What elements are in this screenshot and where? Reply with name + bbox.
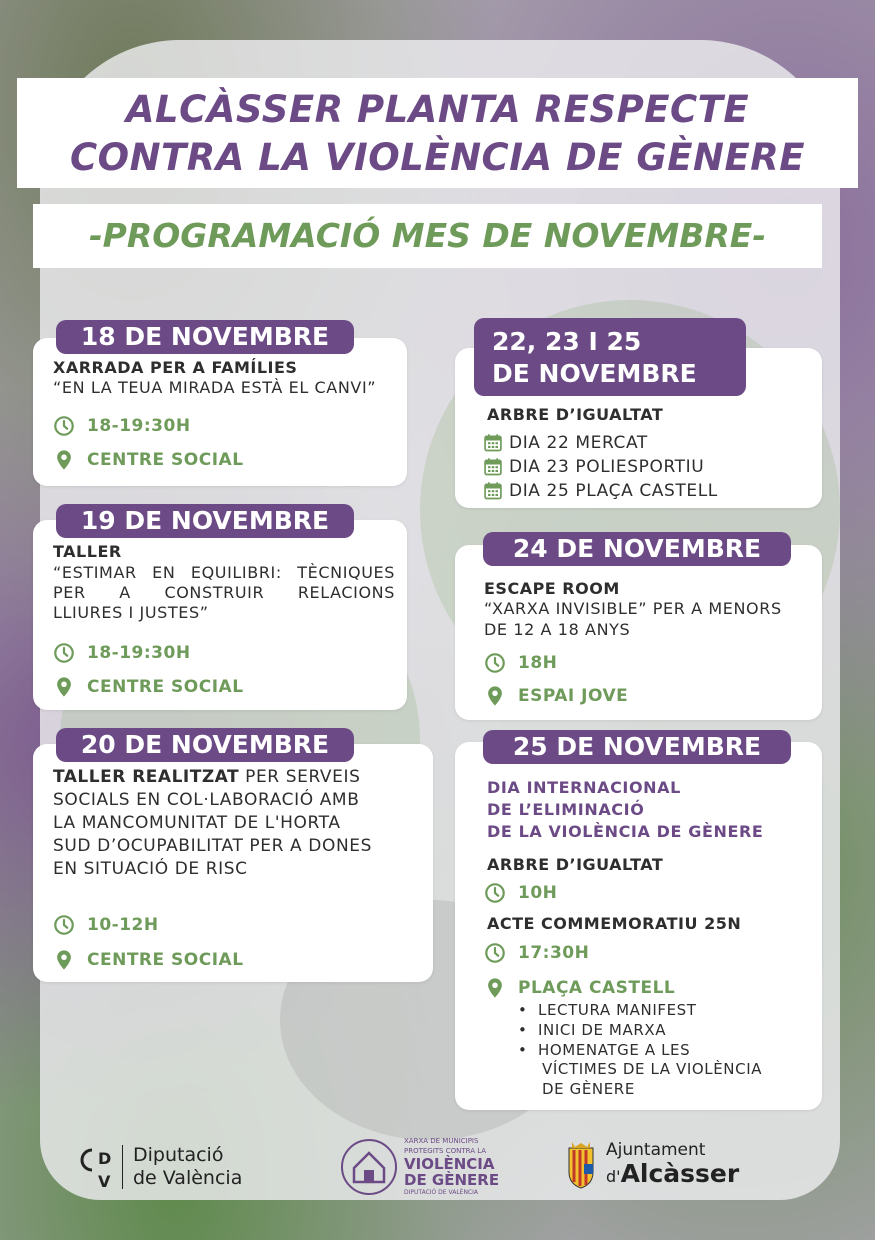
date-badge-22-line-2: DE NOVEMBRE xyxy=(492,359,697,388)
svg-text:D: D xyxy=(98,1149,112,1168)
event-time-19: 18-19:30H xyxy=(87,643,191,663)
event-desc-24-line-2: DE 12 A 18 ANYS xyxy=(484,620,631,639)
clock-icon xyxy=(53,642,75,664)
time-row-24 xyxy=(484,652,557,674)
event-desc-19-line-1: “ESTIMAR EN EQUILIBRI: TÈCNIQUES xyxy=(53,563,395,582)
list-item: • INICI DE MARXA xyxy=(514,1020,697,1040)
event-desc-20-line-4: SUD D’OCUPABILITAT PER A DONES xyxy=(53,836,372,856)
time-row-19 xyxy=(53,642,191,664)
event-heading-18: XARRADA PER A FAMÍLIES xyxy=(53,358,298,377)
time-row-18 xyxy=(53,415,191,437)
coat-of-arms-icon xyxy=(566,1142,596,1190)
day-row-22 xyxy=(483,433,648,453)
diputacio-line-2: de València xyxy=(133,1167,243,1189)
map-pin-icon xyxy=(53,676,75,698)
event-heading-25-tree: ARBRE D’IGUALTAT xyxy=(487,855,664,874)
event-purple-line-2: DE L’ELIMINACIÓ xyxy=(487,800,645,819)
event-place-19: CENTRE SOCIAL xyxy=(87,677,244,697)
date-badge-22-line-1: 22, 23 I 25 xyxy=(492,327,642,356)
diputacio-line-1: Diputació xyxy=(133,1144,224,1166)
event-place-24: ESPAI JOVE xyxy=(518,686,629,706)
map-pin-icon xyxy=(484,977,506,999)
svg-text:V: V xyxy=(98,1172,111,1191)
list-item: • HOMENATGE A LES xyxy=(514,1040,697,1060)
title-line-2: CONTRA LA VIOLÈNCIA DE GÈNERE xyxy=(69,136,806,179)
event-desc-20-line-5: EN SITUACIÓ DE RISC xyxy=(53,859,248,879)
diputacio-logo xyxy=(78,1142,242,1192)
calendar-icon xyxy=(483,433,503,453)
event-place-18: CENTRE SOCIAL xyxy=(87,450,244,470)
xarxa-logo xyxy=(340,1136,499,1198)
house-shield-icon xyxy=(340,1138,398,1196)
event-desc-20-line-1-rest: PER SERVEIS xyxy=(239,767,361,787)
event-place-25: PLAÇA CASTELL xyxy=(518,978,676,998)
event-time-25-b: 17:30H xyxy=(518,943,590,963)
event-purple-line-1: DIA INTERNACIONAL xyxy=(487,778,681,797)
date-badge-18: 18 DE NOVEMBRE xyxy=(56,320,354,354)
event-heading-22: ARBRE D’IGUALTAT xyxy=(487,405,664,424)
event-desc-19-line-2: PER A CONSTRUIR RELACIONS xyxy=(53,583,395,602)
map-pin-icon xyxy=(53,449,75,471)
xarxa-line-1: XARXA DE MUNICIPIS xyxy=(404,1137,479,1145)
clock-icon xyxy=(484,942,506,964)
day-item-23: DIA 23 POLIESPORTIU xyxy=(509,457,705,477)
event-time-25-a: 10H xyxy=(518,883,558,903)
time-row-25-b xyxy=(484,942,589,964)
place-row-19 xyxy=(53,676,244,698)
list-item: • LECTURA MANIFEST xyxy=(514,1000,697,1020)
diputacio-emblem-icon xyxy=(78,1142,118,1192)
event-time-20: 10-12H xyxy=(87,915,159,935)
place-row-25 xyxy=(484,977,675,999)
event-time-18: 18-19:30H xyxy=(87,416,191,436)
map-pin-icon xyxy=(53,949,75,971)
time-row-25-a xyxy=(484,882,557,904)
list-item-continuation-2: DE GÈNERE xyxy=(542,1080,635,1098)
list-item-continuation-1: VÍCTIMES DE LA VIOLÈNCIA xyxy=(542,1060,763,1078)
event-purple-line-3: DE LA VIOLÈNCIA DE GÈNERE xyxy=(487,822,764,841)
map-pin-icon xyxy=(484,685,506,707)
clock-icon xyxy=(484,652,506,674)
calendar-icon xyxy=(483,481,503,501)
title-banner xyxy=(17,78,858,188)
date-badge-22 xyxy=(474,318,746,396)
event-heading-20: TALLER REALITZAT xyxy=(53,767,240,787)
ajuntament-logo xyxy=(566,1140,739,1191)
program-list-25 xyxy=(514,1000,697,1060)
ajuntament-line-1: Ajuntament xyxy=(606,1140,706,1160)
date-badge-25: 25 DE NOVEMBRE xyxy=(483,730,791,764)
place-row-24 xyxy=(484,685,628,707)
clock-icon xyxy=(53,415,75,437)
calendar-icon xyxy=(483,457,503,477)
event-desc-18: “EN LA TEUA MIRADA ESTÀ EL CANVI” xyxy=(53,378,377,397)
event-desc-20-line-3: LA MANCOMUNITAT DE L'HORTA xyxy=(53,813,341,833)
event-place-20: CENTRE SOCIAL xyxy=(87,950,244,970)
event-heading-19: TALLER xyxy=(53,542,122,561)
place-row-20 xyxy=(53,949,244,971)
xarxa-line-4: DE GÈNERE xyxy=(404,1171,500,1189)
date-badge-24: 24 DE NOVEMBRE xyxy=(483,532,791,566)
clock-icon xyxy=(484,882,506,904)
xarxa-line-5: DIPUTACIÓ DE VALÈNCIA xyxy=(404,1189,479,1196)
clock-icon xyxy=(53,914,75,936)
date-badge-19: 19 DE NOVEMBRE xyxy=(56,504,354,538)
event-desc-20-line-2: SOCIALS EN COL·LABORACIÓ AMB xyxy=(53,790,360,810)
ajuntament-line-2: Alcàsser xyxy=(620,1159,740,1188)
event-heading-25-act: ACTE COMMEMORATIU 25N xyxy=(487,914,742,933)
title-line-1: ALCÀSSER PLANTA RESPECTE xyxy=(125,88,750,131)
subtitle-banner: -PROGRAMACIÓ MES DE NOVEMBRE- xyxy=(33,204,822,268)
day-row-25 xyxy=(483,481,718,501)
time-row-20 xyxy=(53,914,159,936)
day-item-22: DIA 22 MERCAT xyxy=(509,433,648,453)
event-desc-24-line-1: “XARXA INVISIBLE” PER A MENORS xyxy=(484,599,782,618)
event-time-24: 18H xyxy=(518,653,558,673)
event-desc-20-line-1 xyxy=(53,767,361,787)
place-row-18 xyxy=(53,449,244,471)
xarxa-line-2: PROTEGITS CONTRA LA xyxy=(404,1147,487,1155)
xarxa-line-3: VIOLÈNCIA xyxy=(404,1155,495,1173)
event-heading-24: ESCAPE ROOM xyxy=(484,579,620,598)
date-badge-20: 20 DE NOVEMBRE xyxy=(56,728,354,762)
event-desc-19-line-3: LLIURES I JUSTES” xyxy=(53,603,209,622)
day-row-23 xyxy=(483,457,704,477)
ajuntament-prefix: d' xyxy=(606,1167,621,1186)
day-item-25: DIA 25 PLAÇA CASTELL xyxy=(509,481,718,501)
